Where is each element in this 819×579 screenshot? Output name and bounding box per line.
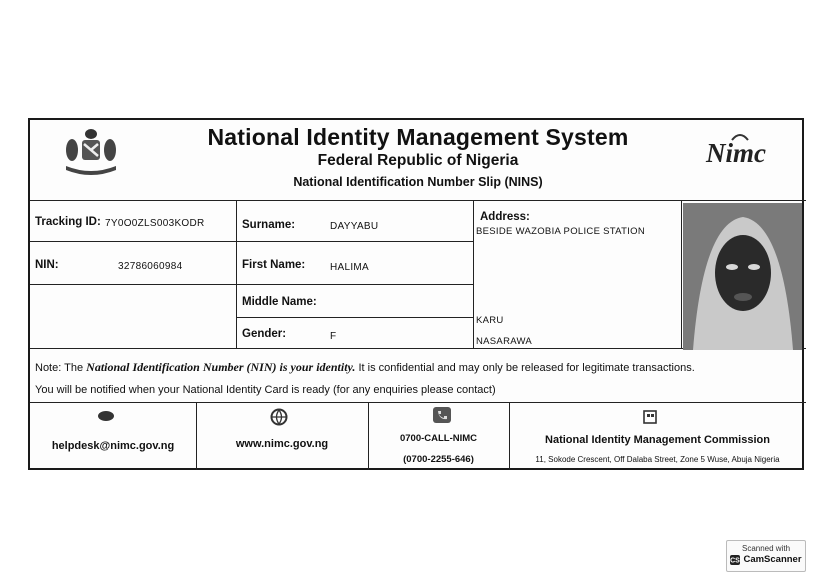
notification-note: You will be notified when your National Identity Card is ready (for any enquiries please contact) (35, 384, 496, 396)
note-emphasis: National Identification Number (NIN) is your identity. (86, 360, 356, 374)
helpdesk-email[interactable]: helpdesk@nimc.gov.ng (51, 440, 175, 452)
svg-text:CS: CS (730, 557, 741, 564)
phone-number[interactable]: (0700-2255-646) (403, 454, 474, 465)
slip-name: National Identification Number Slip (NINS) (293, 175, 543, 189)
middle-name-label: Middle Name: (242, 296, 317, 308)
camscanner-badge (726, 540, 806, 572)
website-link[interactable]: www.nimc.gov.ng (235, 438, 329, 450)
address-line-2: KARU (476, 315, 504, 326)
note-prefix: Note: The (35, 362, 84, 374)
tracking-id-value: 7Y0O0ZLS003KODR (105, 218, 205, 229)
address-line-3: NASARAWA (476, 336, 533, 347)
first-name-value: HALIMA (330, 262, 370, 273)
org-address: 11, Sokode Crescent, Off Dalaba Street, Zone 5 Wuse, Abuja Nigeria (535, 455, 780, 464)
nin-value: 32786060984 (118, 261, 183, 272)
logo-text: Nimc (706, 138, 766, 168)
nimc-logo (706, 138, 772, 168)
page-title: National Identity Management System (207, 124, 629, 150)
tracking-id-label: Tracking ID: (35, 216, 101, 228)
note-suffix: It is confidential and may only be released for legitimate transactions. (358, 362, 695, 374)
phone-word[interactable]: 0700-CALL-NIMC (399, 433, 478, 444)
surname-value: DAYYABU (330, 221, 379, 232)
globe-icon (270, 408, 288, 426)
gender-label: Gender: (242, 328, 287, 340)
building-icon (642, 408, 658, 424)
surname-label: Surname: (242, 219, 296, 231)
email-icon (97, 410, 115, 422)
phone-icon (432, 406, 452, 424)
person-photo-icon (683, 203, 802, 350)
first-name-label: First Name: (242, 259, 306, 271)
holder-photo (683, 203, 802, 350)
gender-value: F (330, 331, 337, 342)
nin-label: NIN: (35, 259, 59, 271)
identity-note (35, 360, 695, 375)
address-line-1: BESIDE WAZOBIA POLICE STATION (476, 226, 645, 237)
page-subtitle: Federal Republic of Nigeria (317, 152, 519, 169)
scanner-caption: Scanned with (741, 544, 791, 553)
nin-slip (28, 118, 804, 470)
org-name: National Identity Management Commission (545, 434, 770, 446)
address-label: Address: (480, 211, 530, 223)
camscanner-logo-icon (730, 555, 740, 565)
scanner-brand: CamScanner (743, 554, 802, 565)
